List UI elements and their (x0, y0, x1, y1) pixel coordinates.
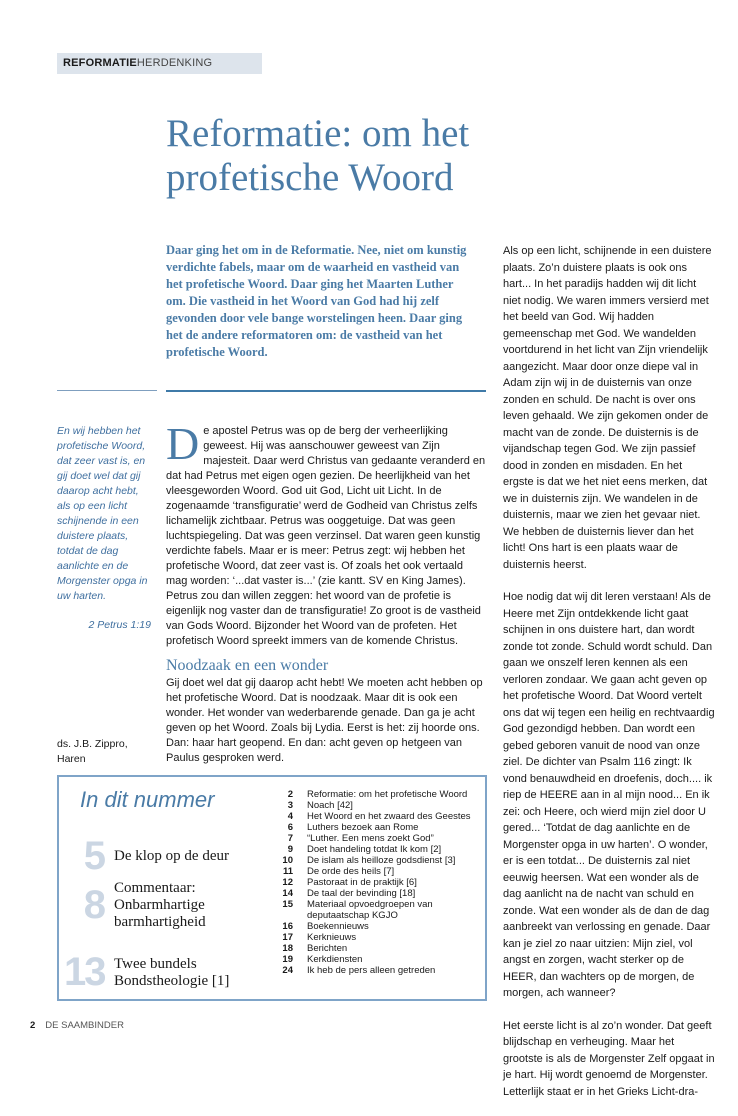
paragraph-2: Gij doet wel dat gij daarop acht hebt! We moeten acht hebben op het profetische Woord. Dat is noodzaak. Maar dit is ook een wonder. Het wonder van wederbarende genade. Dan ga je acht geven op het Woord. Zoals bij Lydia. Eerst is het: zij hoorde ons. Dan: haar hart geopend. En dan: acht geven op hetgeen van Paulus gesproken werd. (166, 677, 483, 764)
toc-item[interactable] (275, 855, 485, 866)
paragraph-1: e apostel Petrus was op de berg der verheerlijking geweest. Hij was aanschouwer geweest van Zijn majesteit. Daar werd Christus van gedaante veranderd en dat had Petrus met eigen ogen gezien. De heerlijkheid van het vleesgeworden Woord. God uit God, Licht uit Licht. In de zogenaamde ‘transfiguratie’ werd de Godheid van Christus zelfs lichamelijk zichtbaar. Petrus was ooggetuige. Dat was geen luchtspiegeling. Dat was geen verzinsel. Dat waren geen kunstig verdichte fabels. Maar er is meer: Petrus zegt: wij hebben het profetische Woord, dat zeer vast is. Of zoals het ook vertaald mag worden: ‘...dat vaster is...’ (zie kantt. SV en King James). Petrus zou dan willen zeggen: het woord van de profetie is eigenlijk nog vaster dan de transfiguratie! Zo groot is de vastheid van Gods Woord. Bijzonder het Woord van de profeten. Het profetisch Woord spreekt immers van de komende Christus. (166, 425, 486, 647)
toc-page: 9 (287, 844, 293, 855)
toc-page: 19 (282, 954, 293, 965)
body-column-3 (503, 243, 715, 1116)
toc-item[interactable] (275, 844, 485, 855)
section-label-light: HERDENKING (136, 57, 213, 69)
toc-item[interactable] (275, 932, 485, 943)
col3-paragraph-1: Als op een licht, schijnende in een duistere plaats. Zo’n duistere plaats is ook ons hart... In het paradijs hadden wij dit licht niet nodig. We waren immers versierd met het beeld van God. Wij hadden gemeenschap met God. We wandelden voortdurend in het licht van Zijn vriendelijk aangezicht. Maar door onze diepe val in Adam zijn wij in de duisternis van onze zonden en schuld. De nacht is over ons leven gehaald. We zijn gekomen onder de macht van de zonde. De duisternis is de vijandschap tegen God. We zijn passief dood in zonden en misdaden. En het ergste is dat we het niet eens merken, dat we in duisternis zijn. We wandelen in de duisternis, maar we zien het gevaar niet. We hebben de duisternis liever dan het licht! Ons hart is een plaats waar de duisternis heerst. (503, 245, 712, 571)
toc-page: 15 (282, 899, 293, 910)
drop-cap: D (166, 418, 200, 469)
scripture-quote-text: En wij hebben het profetische Woord, dat zeer vast is, en gij doet wel dat gij daarop acht hebt, als op een licht schijnende in een duistere plaats, totdat de dag aanlichte en de Morgenster opga in uw harten. (57, 425, 148, 602)
toc-page: 4 (287, 811, 293, 822)
toc-item[interactable] (275, 943, 485, 954)
page-footer (30, 1020, 124, 1031)
lead-divider (166, 390, 486, 392)
toc-item[interactable] (275, 866, 485, 877)
footer-magazine-name: DE SAAMBINDER (45, 1020, 124, 1031)
feature-title: Twee bundels Bondstheologie [1] (114, 955, 230, 989)
toc-item[interactable] (275, 800, 485, 811)
toc-page: 3 (287, 800, 293, 811)
scripture-quote (57, 424, 152, 604)
quote-divider (57, 390, 157, 391)
author-byline (57, 737, 152, 767)
article-lead: Daar ging het om in de Reformatie. Nee, niet om kunstig verdichte fabels, maar om de waarheid en vastheid van het profetische Woord. Daar ging het Maarten Luther om. Die vastheid in het Woord van God had hij zelf gevonden door vele bange worstelingen heen. Daar ging het de andere reformatoren om: de vastheid van het profetische Woord. (166, 243, 467, 359)
toc-title: Kerkdiensten (307, 954, 363, 965)
toc-title: Reformatie: om het profetische Woord (307, 789, 468, 800)
toc-title: Materiaal opvoedgroepen van deputaatschap KGJO (307, 899, 433, 921)
toc-page: 24 (282, 965, 293, 976)
toc-page: 11 (282, 866, 293, 877)
feature-number: 13 (64, 950, 105, 994)
toc-page: 12 (282, 877, 293, 888)
toc-page: 18 (282, 943, 293, 954)
toc-title: Luthers bezoek aan Rome (307, 822, 419, 833)
toc-page: 16 (282, 921, 293, 932)
author-place: Haren (57, 753, 86, 765)
subheading: Noodzaak en een wonder (166, 657, 329, 674)
toc-item[interactable] (275, 899, 485, 921)
toc-title: De orde des heils [7] (307, 866, 395, 877)
toc-title: De islam als heilloze godsdienst [3] (307, 855, 456, 866)
toc-title: Het Woord en het zwaard des Geestes (307, 811, 471, 822)
feature-number: 5 (83, 834, 104, 878)
toc-page: 14 (282, 888, 293, 899)
footer-page-number: 2 (30, 1020, 36, 1031)
toc-item[interactable] (275, 822, 485, 833)
toc-page: 17 (282, 932, 293, 943)
toc-item[interactable] (275, 888, 485, 899)
toc-item[interactable] (275, 954, 485, 965)
toc-page: 2 (287, 789, 293, 800)
body-column-1 (166, 418, 486, 649)
toc-title: De taal der bevinding [18] (307, 888, 416, 899)
toc-feature[interactable] (64, 834, 254, 879)
toc-title: Doet handeling totdat Ik kom [2] (307, 844, 442, 855)
feature-number: 8 (83, 883, 104, 927)
toc-feature[interactable] (64, 950, 249, 995)
toc-page: 7 (287, 833, 293, 844)
toc-page: 10 (282, 855, 293, 866)
toc-feature[interactable] (64, 880, 244, 931)
toc-item[interactable] (275, 833, 485, 844)
toc-item[interactable] (275, 811, 485, 822)
toc-heading: In dit nummer (80, 787, 215, 812)
toc-title: “Luther. Een mens zoekt God” (307, 833, 434, 844)
toc-title: Boekennieuws (307, 921, 369, 932)
toc-title: Kerknieuws (307, 932, 357, 943)
toc-title: Noach [42] (307, 800, 353, 811)
author-name: ds. J.B. Zippro, (57, 738, 128, 750)
article-title: Reformatie: om het profetische Woord (166, 112, 470, 199)
toc-item[interactable] (275, 877, 485, 888)
toc-item[interactable] (275, 965, 485, 976)
col3-paragraph-3: Het eerste licht is al zo’n wonder. Dat geeft blijdschap en verheuging. Maar het grootste is als de Morgenster Zelf opgaat in je hart. Hij wordt genoemd de Morgenster. Letterlijk staat er in het Grieks Licht-dra- (503, 1019, 715, 1098)
feature-title: De klop op de deur (114, 848, 229, 864)
col3-paragraph-2: Hoe nodig dat wij dit leren verstaan! Als de Heere met Zijn ontdekkende licht gaat schijnen in ons duistere hart, dan wordt zonde tot zonde. Schuld wordt schuld. Dan gaan we onszelf leren kennen als een verloren zondaar. We gaan acht geven op het profetische Woord. Dat Woord vertelt ons dat wij tegen een heilig en rechtvaardig God gezondigd hebben. Dan wordt een gebed geboren vanuit de nood van onze ziel. De dichter van Psalm 116 zingt: Ik vond benauwdheid en droefenis, doch.... ik riep de HEERE aan in al mijn nood... En ik zei: och Heere, och wierd mijn ziel door U gered... ‘Totdat de dag aanlichte en de Morgenster opga in uw harten’. O wonder, er is een totdat... De duisternis zal niet eeuwig heersen. Wat een wonder als de dag aanlicht na de nacht van schuld en zonde. Wat een wonder als de dan de dag aanbreekt van verlossing en genade. Daar kan je ziel zo naar uitzien: Mijn ziel, vol angst en zorgen, wacht sterker op de HEER, dan wachters op de morgen, de morgen, ach wanneer? (503, 591, 715, 999)
toc-list (275, 789, 485, 976)
scripture-reference: 2 Petrus 1:19 (88, 619, 151, 631)
toc-title: Ik heb de pers alleen getreden (307, 965, 436, 976)
section-label-bold: REFORMATIE (63, 57, 137, 69)
section-tab (57, 53, 262, 74)
toc-page: 6 (287, 822, 293, 833)
toc-item[interactable] (275, 789, 485, 800)
toc-title: Berichten (307, 943, 348, 954)
toc-item[interactable] (275, 921, 485, 932)
feature-title: Commentaar: Onbarmhartige barmhartigheid (114, 880, 206, 930)
toc-title: Pastoraat in de praktijk [6] (307, 877, 417, 888)
